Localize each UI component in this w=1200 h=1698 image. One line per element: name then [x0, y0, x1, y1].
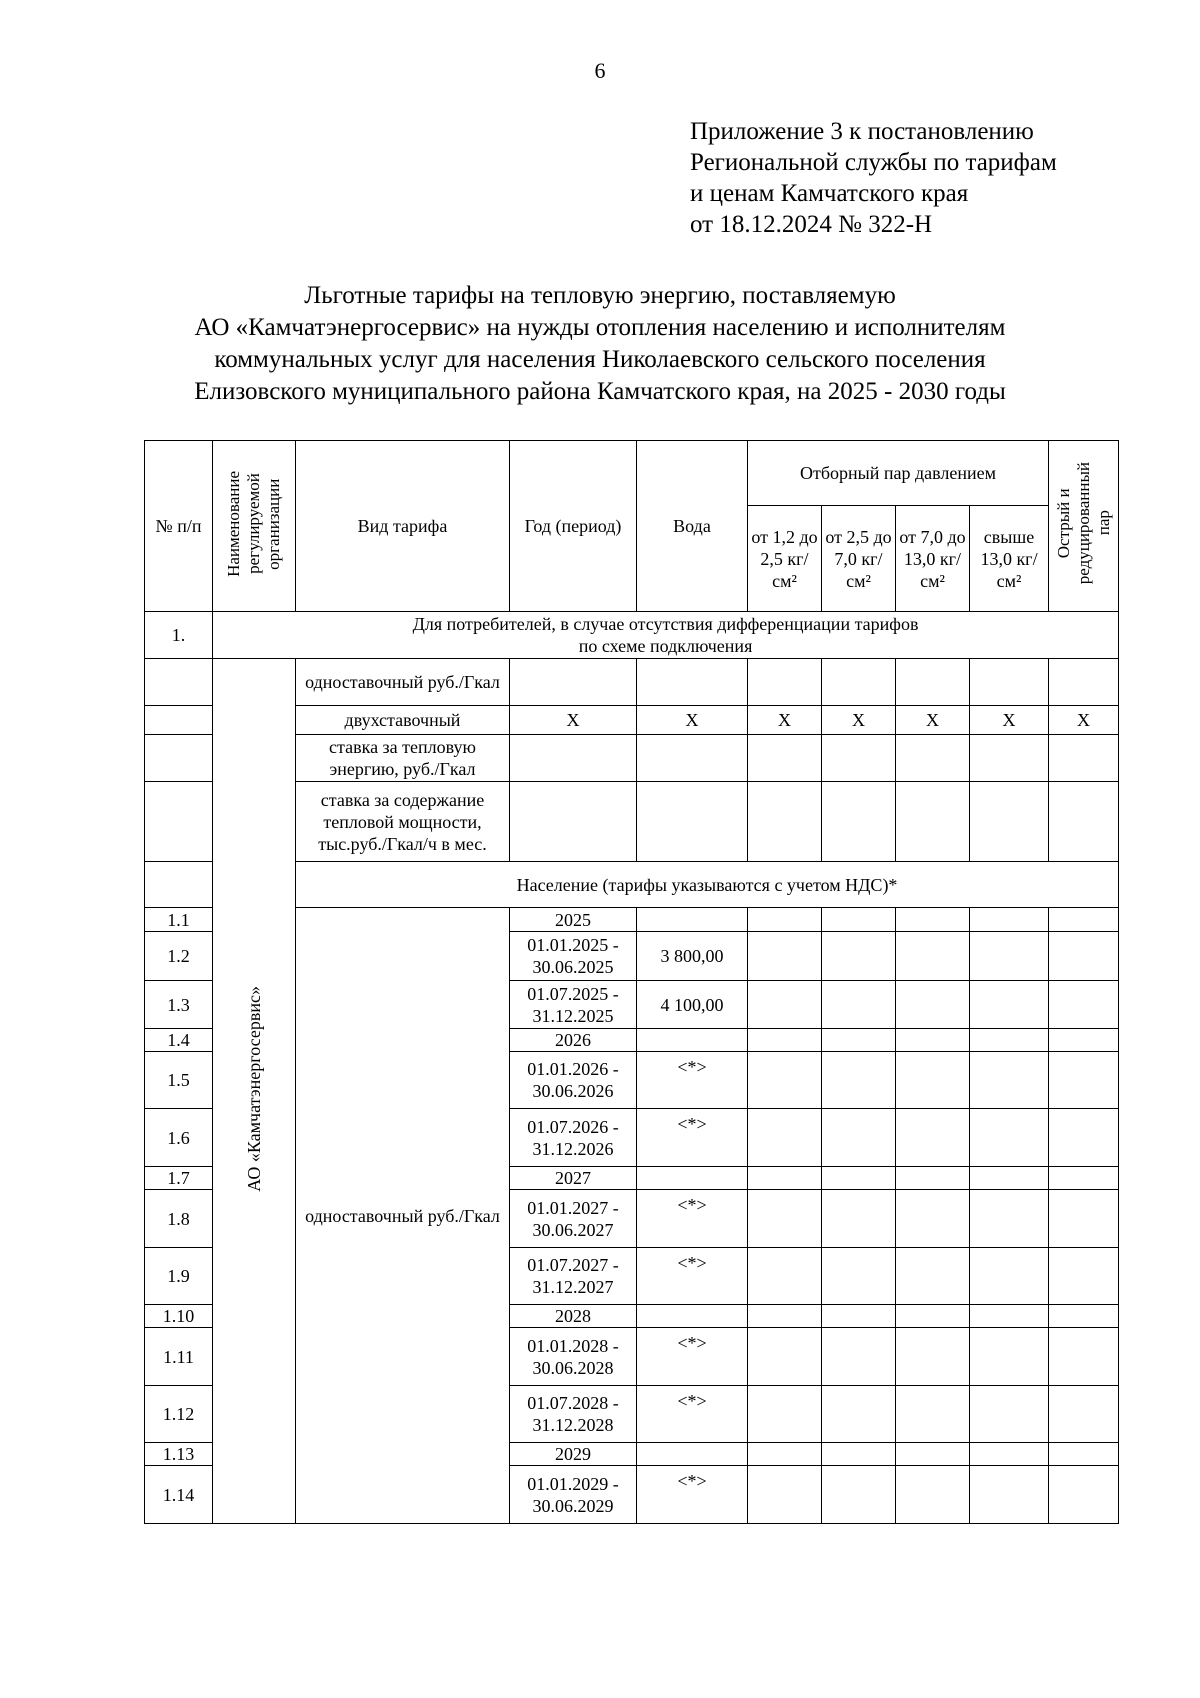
row-num: 1.5: [145, 1052, 213, 1109]
row-water: [637, 1305, 748, 1328]
header-num: № п/п: [145, 441, 213, 612]
x-mark: X: [510, 706, 637, 735]
row-period: 01.01.2028 - 30.06.2028: [510, 1328, 637, 1386]
x-mark: X: [970, 706, 1049, 735]
page-number: 6: [594, 58, 606, 83]
row-period: 2029: [510, 1443, 637, 1466]
row-water: <*>: [637, 1386, 748, 1443]
tariff-single-rate: одноставочный руб./Гкал: [296, 659, 510, 706]
row-water: <*>: [637, 1328, 748, 1386]
x-mark: X: [637, 706, 748, 735]
row-period: 01.01.2026 - 30.06.2026: [510, 1052, 637, 1109]
row-period: 01.01.2029 - 30.06.2029: [510, 1466, 637, 1524]
row-water: <*>: [637, 1052, 748, 1109]
header-water: Вода: [637, 441, 748, 612]
x-mark: X: [896, 706, 970, 735]
header-pressure-2: от 2,5 до 7,0 кг/см²: [822, 506, 896, 612]
population-tariff: одноставочный руб./Гкал: [296, 908, 510, 1524]
header-pressure-1: от 1,2 до 2,5 кг/см²: [748, 506, 822, 612]
row-period: 2026: [510, 1029, 637, 1052]
row-num: 1.11: [145, 1328, 213, 1386]
title-line: Льготные тарифы на тепловую энергию, поставляемую: [304, 282, 896, 309]
appendix-line: Региональной службы по тарифам: [690, 149, 1057, 176]
title-line: АО «Камчатэнергосервис» на нужды отопления населению и исполнителям: [194, 314, 1006, 341]
row-num: 1.9: [145, 1248, 213, 1305]
table-row: [145, 659, 1119, 706]
title-line: Елизовского муниципального района Камчатского края, на 2025 - 2030 годы: [194, 378, 1006, 405]
appendix-reference: [690, 116, 1057, 240]
organization-name: АО «Камчатэнергосервис»: [213, 659, 296, 1524]
row-num: 1.4: [145, 1029, 213, 1052]
row-num: 1.7: [145, 1167, 213, 1190]
x-mark: X: [748, 706, 822, 735]
row-num: 1.3: [145, 981, 213, 1029]
row-period: 2028: [510, 1305, 637, 1328]
row-period: 2025: [510, 908, 637, 932]
tariff-energy-rate: ставка за тепловую энергию, руб./Гкал: [296, 735, 510, 782]
row-period: 01.07.2025 - 31.12.2025: [510, 981, 637, 1029]
row-water: <*>: [637, 1109, 748, 1167]
section-num: 1.: [145, 612, 213, 659]
row-water: 4 100,00: [637, 981, 748, 1029]
row-water: <*>: [637, 1466, 748, 1524]
row-water: [637, 1443, 748, 1466]
row-num: 1.1: [145, 908, 213, 932]
header-pressure-4: свыше 13,0 кг/см²: [970, 506, 1049, 612]
appendix-line: Приложение 3 к постановлению: [690, 118, 1034, 145]
row-water: <*>: [637, 1248, 748, 1305]
row-water: [637, 908, 748, 932]
row-num: 1.13: [145, 1443, 213, 1466]
row-water: [637, 1029, 748, 1052]
row-num: 1.8: [145, 1190, 213, 1248]
appendix-line: от 18.12.2024 № 322-Н: [690, 211, 933, 238]
appendix-line: и ценам Камчатского края: [690, 180, 969, 207]
x-mark: X: [822, 706, 896, 735]
section-title: Для потребителей, в случае отсутствия дифференциации тарифов по схеме подключения: [213, 612, 1119, 659]
header-organization: Наименование регулируемой организации: [213, 441, 296, 612]
header-pressure-3: от 7,0 до 13,0 кг/см²: [896, 506, 970, 612]
row-num: 1.6: [145, 1109, 213, 1167]
row-num: 1.14: [145, 1466, 213, 1524]
header-acute-steam: Острый и редуцированный пар: [1049, 441, 1119, 612]
tariff-two-rate: двухставочный: [296, 706, 510, 735]
row-water: 3 800,00: [637, 932, 748, 981]
population-header: Население (тарифы указываются с учетом НДС)*: [296, 862, 1119, 908]
x-mark: X: [1049, 706, 1119, 735]
row-period: 01.07.2027 - 31.12.2027: [510, 1248, 637, 1305]
header-year: Год (период): [510, 441, 637, 612]
row-num: 1.12: [145, 1386, 213, 1443]
row-num: 1.2: [145, 932, 213, 981]
title-line: коммунальных услуг для населения Николаевского сельского поселения: [214, 346, 986, 373]
row-period: 01.01.2025 - 30.06.2025: [510, 932, 637, 981]
row-period: 01.07.2026 - 31.12.2026: [510, 1109, 637, 1167]
document-title: [0, 280, 1200, 408]
header-steam-group: Отборный пар давлением: [748, 441, 1049, 506]
row-num: 1.10: [145, 1305, 213, 1328]
header-tariff-type: Вид тарифа: [296, 441, 510, 612]
tariff-capacity-rate: ставка за содержание тепловой мощности, тыс.руб./Гкал/ч в мес.: [296, 782, 510, 862]
row-period: 01.07.2028 - 31.12.2028: [510, 1386, 637, 1443]
row-water: [637, 1167, 748, 1190]
row-period: 2027: [510, 1167, 637, 1190]
tariff-table: [144, 440, 1119, 1524]
row-water: <*>: [637, 1190, 748, 1248]
row-period: 01.01.2027 - 30.06.2027: [510, 1190, 637, 1248]
